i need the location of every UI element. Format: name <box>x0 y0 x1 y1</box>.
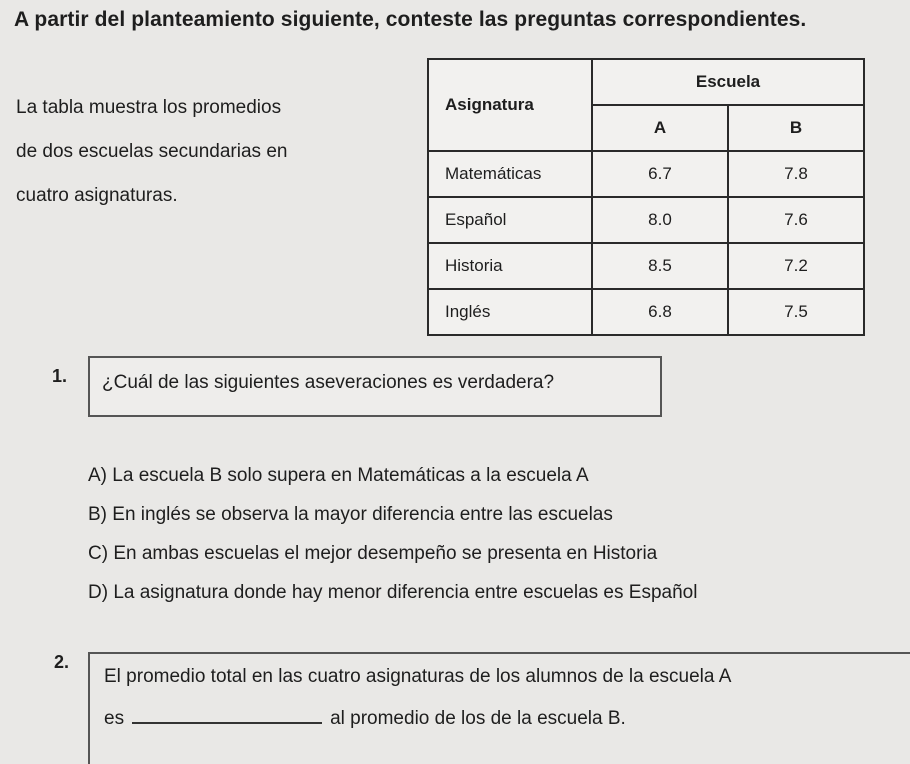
fill-in-blank[interactable] <box>132 706 322 724</box>
subject-cell: Historia <box>428 243 592 289</box>
question-2-line-2-start: es <box>104 708 125 729</box>
question-2-line-1: El promedio total en las cuatro asignaturas de los alumnos de la escuela A <box>104 666 732 687</box>
school-b-cell: 7.6 <box>728 197 864 243</box>
question-1-box <box>88 356 662 417</box>
intro-line: cuatro asignaturas. <box>16 185 178 206</box>
scores-table <box>427 58 865 336</box>
question-2-line-2 <box>104 706 626 730</box>
subject-cell: Español <box>428 197 592 243</box>
school-b-header: B <box>728 105 864 151</box>
question-1-options <box>88 456 697 612</box>
school-a-cell: 6.7 <box>592 151 728 197</box>
school-b-cell: 7.5 <box>728 289 864 335</box>
school-b-cell: 7.2 <box>728 243 864 289</box>
school-a-cell: 8.0 <box>592 197 728 243</box>
table-row <box>428 289 864 335</box>
school-a-cell: 6.8 <box>592 289 728 335</box>
answer-option-d[interactable]: D) La asignatura donde hay menor diferencia entre escuelas es Español <box>88 582 698 603</box>
intro-paragraph <box>16 86 376 218</box>
answer-option-b[interactable]: B) En inglés se observa la mayor diferencia entre las escuelas <box>88 504 613 525</box>
page-heading: A partir del planteamiento siguiente, conteste las preguntas correspondientes. <box>14 8 807 31</box>
school-b-cell: 7.8 <box>728 151 864 197</box>
school-a-header: A <box>592 105 728 151</box>
answer-option-c[interactable]: C) En ambas escuelas el mejor desempeño se presenta en Historia <box>88 543 658 564</box>
subject-cell: Inglés <box>428 289 592 335</box>
question-2-line-2-end: al promedio de los de la escuela B. <box>330 708 626 729</box>
question-2-box <box>88 652 910 764</box>
question-1-text: ¿Cuál de las siguientes aseveraciones es verdadera? <box>102 372 555 393</box>
school-group-header: Escuela <box>592 59 864 105</box>
question-1-number: 1. <box>52 366 68 386</box>
school-a-cell: 8.5 <box>592 243 728 289</box>
table-header-row <box>428 59 864 105</box>
table-row <box>428 151 864 197</box>
table-row <box>428 197 864 243</box>
table-row <box>428 243 864 289</box>
intro-line: de dos escuelas secundarias en <box>16 141 288 162</box>
intro-line: La tabla muestra los promedios <box>16 97 282 118</box>
answer-option-a[interactable]: A) La escuela B solo supera en Matemáticas a la escuela A <box>88 465 589 486</box>
subject-column-header: Asignatura <box>428 59 592 151</box>
question-2-number: 2. <box>54 652 70 672</box>
subject-cell: Matemáticas <box>428 151 592 197</box>
